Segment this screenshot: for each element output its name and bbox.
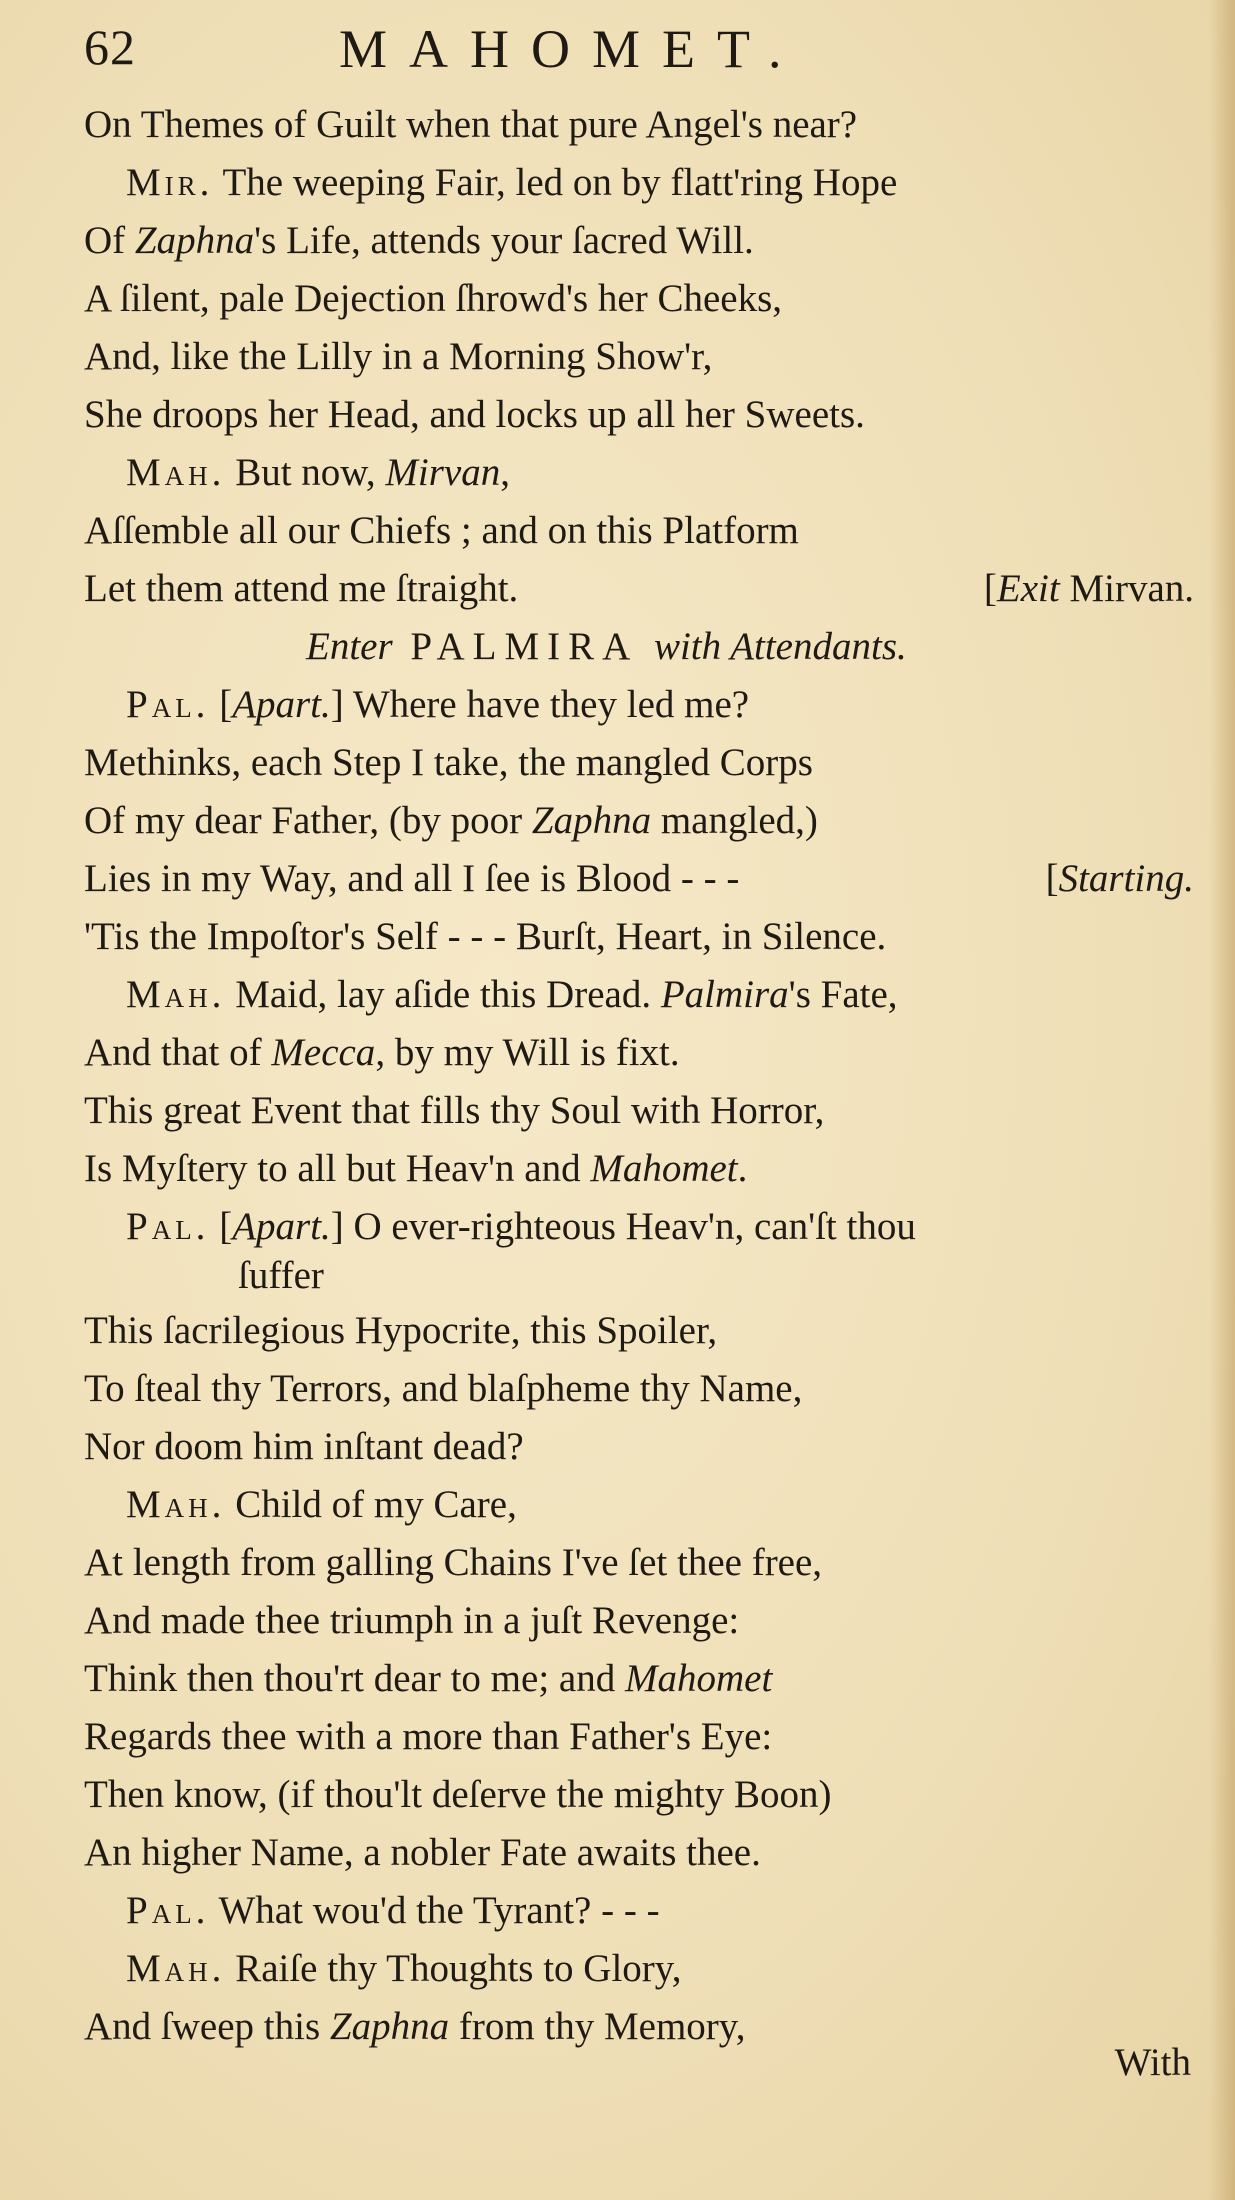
text-line: Let them attend me ſtraight. [Exit Mirvan. bbox=[84, 560, 1194, 618]
text-line: 'Tis the Impoſtor's Self - - - Burſt, Heart, in Silence. bbox=[84, 915, 887, 958]
text-line: And ſweep this Zaphna from thy Memory, bbox=[84, 2005, 746, 2048]
text-line: This ſacrilegious Hypocrite, this Spoiler, bbox=[84, 1309, 718, 1352]
text-line: Then know, (if thou'lt deſerve the mighty Boon) bbox=[84, 1773, 832, 1816]
text-line: Aſſemble all our Chiefs ; and on this Platform bbox=[84, 509, 799, 552]
text-line: And that of Mecca, by my Will is fixt. bbox=[84, 1031, 680, 1074]
speaker-name: Mah. bbox=[126, 1947, 226, 1990]
text-line: An higher Name, a nobler Fate awaits thee. bbox=[84, 1831, 761, 1874]
text-line: She droops her Head, and locks up all her Sweets. bbox=[84, 393, 865, 436]
catchword: With bbox=[1114, 2041, 1191, 2084]
text-line: At length from galling Chains I've ſet thee free, bbox=[84, 1541, 823, 1584]
speaker-name: Mir. bbox=[126, 161, 214, 204]
speech-line: Pal. [Apart.] Where have they led me? bbox=[126, 683, 750, 726]
text-line: Think then thou'rt dear to me; and Mahomet bbox=[84, 1657, 773, 1700]
text-line: And made thee triumph in a juſt Revenge: bbox=[84, 1599, 740, 1642]
text-line: On Themes of Guilt when that pure Angel's near? bbox=[84, 103, 858, 146]
text-line: Of my dear Father, (by poor Zaphna mangled,) bbox=[84, 799, 818, 842]
speech-line: Mir. The weeping Fair, led on by flatt'ring Hope bbox=[126, 161, 898, 204]
text-line: Regards thee with a more than Father's Eye: bbox=[84, 1715, 773, 1758]
text-line: Is Myſtery to all but Heav'n and Mahomet. bbox=[84, 1147, 748, 1190]
turnover-line: ſuffer bbox=[238, 1254, 324, 1297]
speech-line: Mah. Child of my Care, bbox=[126, 1483, 517, 1526]
text-line: Lies in my Way, and all I ſee is Blood - - - [Starting. bbox=[84, 850, 1194, 908]
speaker-name: Mah. bbox=[126, 1483, 226, 1526]
speaker-name: Pal. bbox=[126, 1889, 210, 1932]
stage-direction: [Exit Mirvan. bbox=[983, 567, 1194, 610]
text-block bbox=[84, 96, 1194, 2056]
page-header bbox=[84, 18, 1184, 78]
running-head: MAHOMET. bbox=[339, 19, 804, 79]
text-line: Nor doom him inſtant dead? bbox=[84, 1425, 524, 1468]
text-line: This great Event that fills thy Soul with Horror, bbox=[84, 1089, 825, 1132]
page-number: 62 bbox=[84, 19, 136, 75]
speaker-name: Mah. bbox=[126, 451, 226, 494]
speech-line: Pal. [Apart.] O ever-righteous Heav'n, can'ſt thou bbox=[126, 1205, 916, 1248]
speech-line: Pal. What wou'd the Tyrant? - - - bbox=[126, 1889, 660, 1932]
text-line: A ſilent, pale Dejection ſhrowd's her Cheeks, bbox=[84, 277, 783, 320]
stage-direction: [Starting. bbox=[1045, 857, 1194, 900]
text-line: To ſteal thy Terrors, and blaſpheme thy Name, bbox=[84, 1367, 803, 1410]
speaker-name: Pal. bbox=[126, 1205, 210, 1248]
text-line: Of Zaphna's Life, attends your ſacred Will. bbox=[84, 219, 754, 262]
text-line: Methinks, each Step I take, the mangled Corps bbox=[84, 741, 813, 784]
speaker-name: Mah. bbox=[126, 973, 226, 1016]
speech-line: Mah. Raiſe thy Thoughts to Glory, bbox=[126, 1947, 682, 1990]
stage-direction-line: Enter PALMIRA with Attendants. bbox=[306, 625, 907, 668]
speech-line: Mah. Maid, lay aſide this Dread. Palmira's Fate, bbox=[126, 973, 898, 1016]
speech-line: Mah. But now, Mirvan, bbox=[126, 451, 510, 494]
speaker-name: Pal. bbox=[126, 683, 210, 726]
text-line: And, like the Lilly in a Morning Show'r, bbox=[84, 335, 713, 378]
page-edge-shadow bbox=[1209, 0, 1235, 2200]
